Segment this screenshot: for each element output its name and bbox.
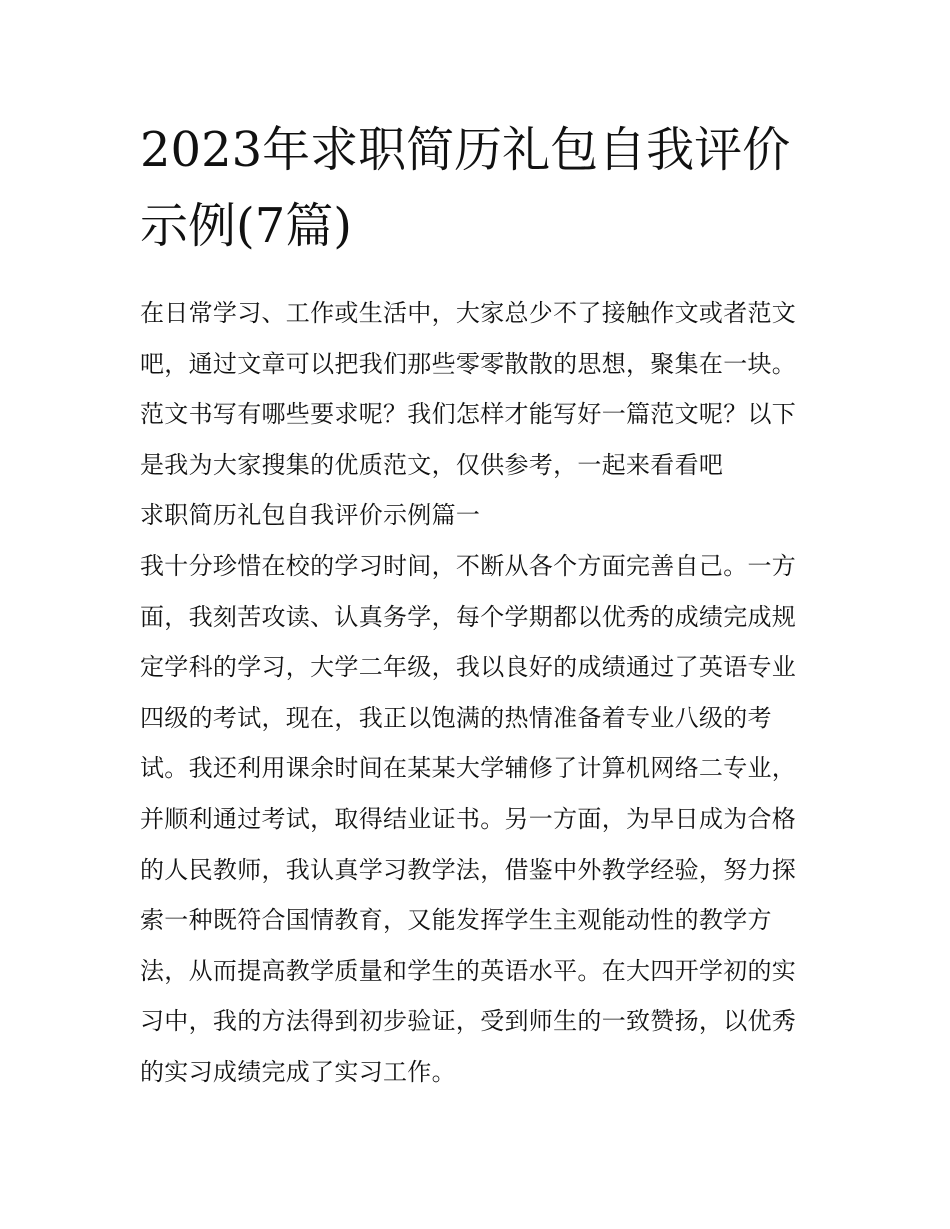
section-paragraph: 我十分珍惜在校的学习时间，不断从各个方面完善自己。一方面，我刻苦攻读、认真务学，每个学期都以优秀的成绩完成规定学科的学习，大学二年级，我以良好的成绩通过了英语专业四级的考试，现在，我正以饱满的热情准备着专业八级的考试。我还利用课余时间在某某大学辅修了计算机网络二专业，并顺利通过考试，取得结业证书。另一方面，为早日成为合格的人民教师，我认真学习教学法，借鉴中外教学经验，努力探索一种既符合国情教育，又能发挥学生主观能动性的教学方法，从而提高教学质量和学生的英语水平。在大四开学初的实习中，我的方法得到初步验证，受到师生的一致赞扬，以优秀的实习成绩完成了实习工作。 (140, 551, 797, 1086)
intro-paragraph: 在日常学习、工作或生活中，大家总少不了接触作文或者范文吧，通过文章可以把我们那些零零散散的思想，聚集在一块。范文书写有哪些要求呢？我们怎样才能写好一篇范文呢？以下是我为大家搜集的优质范文，仅供参考，一起来看看吧 (140, 299, 797, 479)
section-heading: 求职简历礼包自我评价示例篇一 (140, 501, 481, 530)
document-body (140, 112, 820, 1098)
document-title: 2023年求职简历礼包自我评价示例(7篇) (140, 122, 791, 254)
